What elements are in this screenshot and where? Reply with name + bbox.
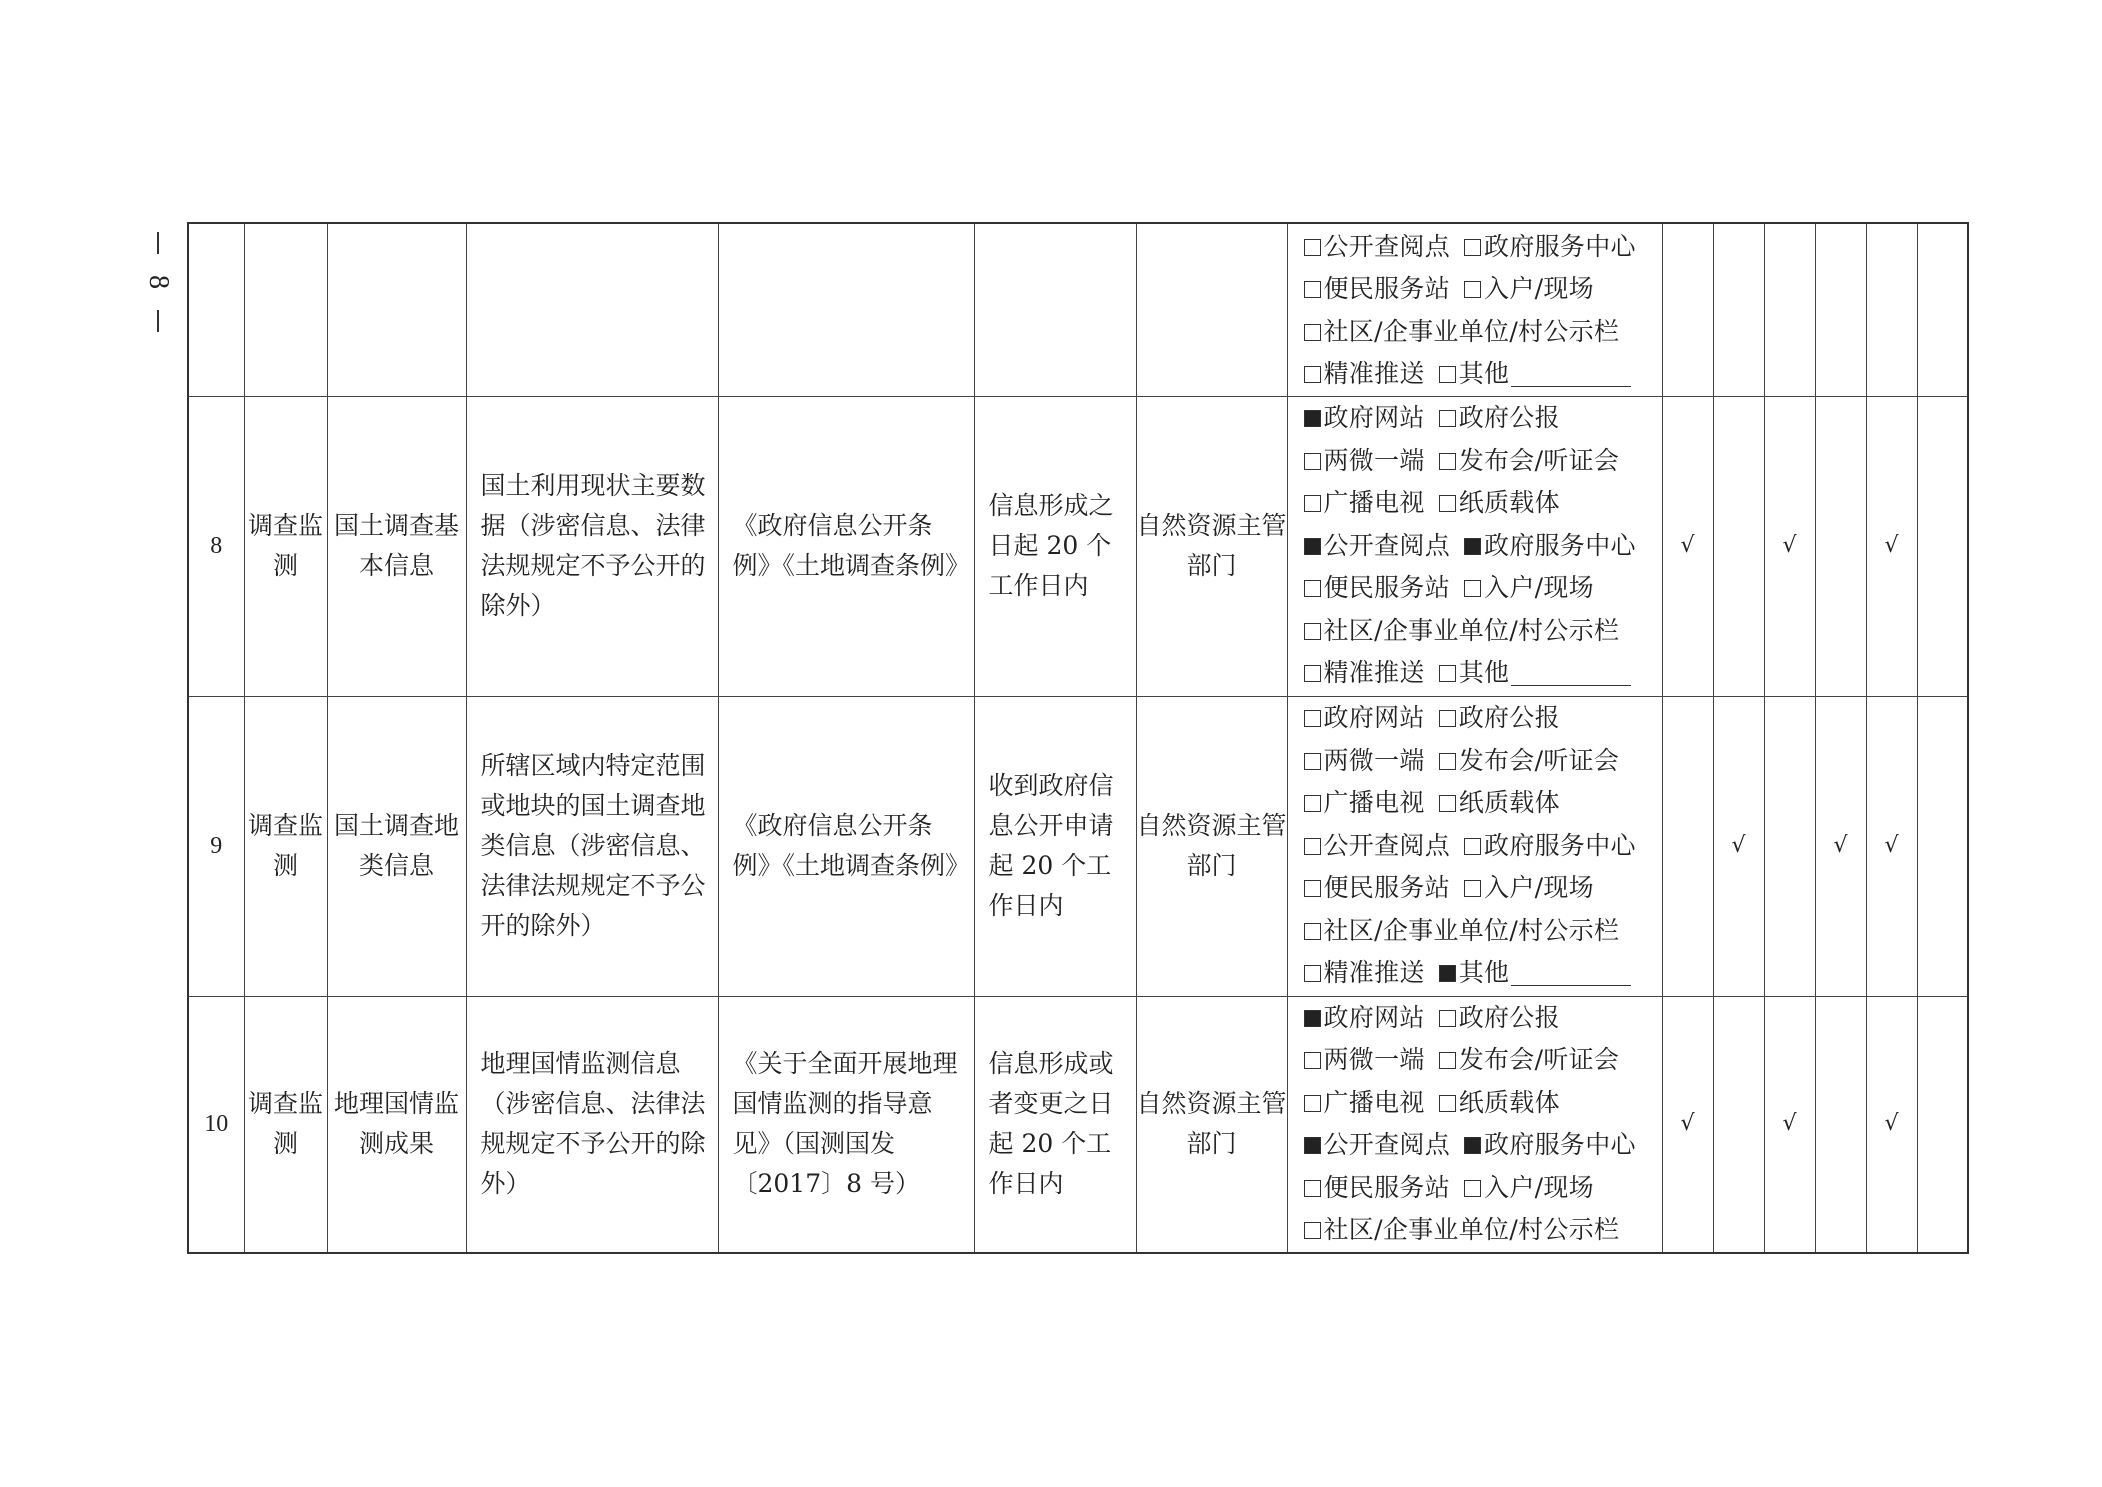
row-number-cell: 8 (188, 396, 244, 696)
channel-line (1304, 867, 1656, 910)
checkmark-cell: √ (1764, 996, 1815, 1253)
unchecked-box-icon (1304, 665, 1321, 682)
unchecked-box-icon (1304, 838, 1321, 855)
checkmark-cell: √ (1815, 696, 1866, 996)
unchecked-box-icon (1304, 1222, 1321, 1239)
page-number (138, 232, 178, 352)
channel-line (1304, 652, 1656, 695)
unchecked-box-icon (1464, 1180, 1481, 1197)
category-cell: 调查监测 (244, 996, 327, 1253)
table-row (188, 996, 1968, 1253)
checkmark-cell (1917, 996, 1968, 1253)
checkmark-cell (1713, 996, 1764, 1253)
category-cell: 调查监测 (244, 696, 327, 996)
unchecked-box-icon (1439, 753, 1456, 770)
channel-label: 精准推送 (1323, 359, 1425, 388)
checked-box-icon (1304, 410, 1321, 427)
unchecked-box-icon (1304, 965, 1321, 982)
checkmark-cell (1764, 223, 1815, 396)
channel-label: 社区/企事业单位/村公示栏 (1323, 1215, 1620, 1245)
unchecked-box-icon (1304, 880, 1321, 897)
unchecked-box-icon (1439, 710, 1456, 727)
unchecked-box-icon (1304, 795, 1321, 812)
unchecked-box-icon (1304, 753, 1321, 770)
basis-cell: 《政府信息公开条例》《土地调查条例》 (718, 696, 974, 996)
unchecked-box-icon (1464, 838, 1481, 855)
channel-line (1304, 1082, 1656, 1125)
basis-cell (718, 223, 974, 396)
table-body (188, 223, 1968, 1253)
department-cell (1136, 223, 1287, 396)
fill-in-blank (1511, 659, 1631, 686)
checkmark-cell (1866, 223, 1917, 396)
checkmark-cell (1917, 696, 1968, 996)
channel-line (1304, 1039, 1656, 1082)
channel-line (1304, 311, 1656, 354)
channel-label: 其他 (1458, 658, 1510, 688)
page-number-dash-bottom (157, 310, 159, 332)
unchecked-box-icon (1439, 366, 1456, 383)
time-limit-cell: 信息形成之日起 20 个工作日内 (974, 396, 1136, 696)
checkmark-cell: √ (1866, 996, 1917, 1253)
channel-label: 便民服务站 (1323, 1172, 1451, 1202)
department-cell: 自然资源主管部门 (1136, 696, 1287, 996)
content-cell (466, 223, 718, 396)
channel-label: 便民服务站 (1323, 873, 1451, 903)
checked-box-icon (1464, 538, 1481, 555)
unchecked-box-icon (1304, 495, 1321, 512)
channel-label: 政府服务中心 (1484, 1130, 1636, 1160)
table-row (188, 696, 1968, 996)
unchecked-box-icon (1304, 1095, 1321, 1112)
time-limit-cell: 收到政府信息公开申请起 20 个工作日内 (974, 696, 1136, 996)
channel-line (1304, 697, 1656, 740)
channel-label: 入户/现场 (1484, 274, 1594, 303)
unchecked-box-icon (1439, 453, 1456, 470)
checked-box-icon (1304, 1137, 1321, 1154)
content-cell: 所辖区域内特定范围或地块的国土调查地类信息（涉密信息、法律法规规定不予公开的除外） (466, 696, 718, 996)
channel-line (1304, 440, 1656, 483)
checkmark-cell (1815, 996, 1866, 1253)
channel-line (1304, 353, 1656, 396)
channel-line (1304, 1167, 1656, 1210)
channel-line (1304, 1209, 1656, 1252)
category-cell: 调查监测 (244, 396, 327, 696)
channels-cell (1287, 996, 1662, 1253)
channel-label: 政府服务中心 (1484, 530, 1636, 560)
channel-line (1304, 567, 1656, 610)
channel-line (1304, 610, 1656, 653)
channel-line (1304, 226, 1656, 269)
channel-line (1304, 525, 1656, 568)
item-cell: 国土调查地类信息 (327, 696, 466, 996)
channel-label: 政府服务中心 (1484, 231, 1636, 261)
channel-label: 政府公报 (1458, 703, 1560, 733)
unchecked-box-icon (1304, 324, 1321, 341)
item-cell: 国土调查基本信息 (327, 396, 466, 696)
checkmark-cell: √ (1764, 396, 1815, 696)
channel-label: 公开查阅点 (1323, 530, 1451, 560)
row-number-cell (188, 223, 244, 396)
channel-label: 广播电视 (1323, 488, 1425, 518)
content-cell: 国土利用现状主要数据（涉密信息、法律法规规定不予公开的除外） (466, 396, 718, 696)
channel-label: 便民服务站 (1323, 274, 1451, 303)
content-cell: 地理国情监测信息（涉密信息、法律法规规定不予公开的除外） (466, 996, 718, 1253)
channel-label: 两微一端 (1323, 745, 1425, 775)
channel-label: 政府网站 (1323, 403, 1425, 433)
checked-box-icon (1304, 538, 1321, 555)
channel-line (1304, 910, 1656, 953)
unchecked-box-icon (1304, 453, 1321, 470)
unchecked-box-icon (1304, 623, 1321, 640)
channel-label: 精准推送 (1323, 658, 1425, 688)
checkmark-cell: √ (1662, 996, 1713, 1253)
checkmark-cell (1815, 223, 1866, 396)
channel-label: 发布会/听证会 (1458, 1045, 1620, 1075)
channel-label: 入户/现场 (1484, 573, 1594, 603)
unchecked-box-icon (1439, 1010, 1456, 1027)
checkmark-cell: √ (1713, 696, 1764, 996)
unchecked-box-icon (1304, 923, 1321, 940)
channels-cell (1287, 223, 1662, 396)
channel-line (1304, 1124, 1656, 1167)
channel-label: 纸质载体 (1458, 488, 1560, 518)
channels-cell (1287, 396, 1662, 696)
checked-box-icon (1439, 965, 1456, 982)
checked-box-icon (1304, 1010, 1321, 1027)
channel-label: 广播电视 (1323, 1087, 1425, 1117)
channel-label: 发布会/听证会 (1458, 745, 1620, 775)
unchecked-box-icon (1464, 880, 1481, 897)
unchecked-box-icon (1464, 281, 1481, 298)
unchecked-box-icon (1439, 1095, 1456, 1112)
channel-line (1304, 482, 1656, 525)
channel-line (1304, 825, 1656, 868)
checkmark-cell (1662, 696, 1713, 996)
channel-label: 政府服务中心 (1484, 830, 1636, 860)
channel-label: 公开查阅点 (1323, 830, 1451, 860)
department-cell: 自然资源主管部门 (1136, 396, 1287, 696)
checkmark-cell (1815, 396, 1866, 696)
channel-label: 其他 (1458, 958, 1510, 988)
fill-in-blank (1511, 959, 1631, 986)
unchecked-box-icon (1439, 795, 1456, 812)
basis-cell: 《政府信息公开条例》《土地调查条例》 (718, 396, 974, 696)
unchecked-box-icon (1439, 495, 1456, 512)
channel-label: 发布会/听证会 (1458, 445, 1620, 475)
item-cell: 地理国情监测成果 (327, 996, 466, 1253)
channel-label: 入户/现场 (1484, 1172, 1594, 1202)
checkmark-cell: √ (1662, 396, 1713, 696)
channel-label: 公开查阅点 (1323, 231, 1451, 261)
unchecked-box-icon (1304, 366, 1321, 383)
unchecked-box-icon (1439, 1052, 1456, 1069)
channel-label: 政府公报 (1458, 1002, 1560, 1032)
unchecked-box-icon (1304, 1180, 1321, 1197)
channel-label: 政府网站 (1323, 1002, 1425, 1032)
channel-label: 其他 (1458, 359, 1510, 388)
fill-in-blank (1511, 360, 1631, 387)
category-cell (244, 223, 327, 396)
channel-line (1304, 397, 1656, 440)
disclosure-table (187, 222, 1969, 1254)
item-cell (327, 223, 466, 396)
time-limit-cell (974, 223, 1136, 396)
channels-cell (1287, 696, 1662, 996)
channel-label: 广播电视 (1323, 788, 1425, 818)
time-limit-cell: 信息形成或者变更之日起 20 个工作日内 (974, 996, 1136, 1253)
page-number-dash-top (157, 232, 159, 254)
unchecked-box-icon (1304, 281, 1321, 298)
table-row (188, 223, 1968, 396)
channel-label: 政府公报 (1458, 403, 1560, 433)
checkmark-cell: √ (1866, 696, 1917, 996)
checkmark-cell (1764, 696, 1815, 996)
basis-cell: 《关于全面开展地理国情监测的指导意见》（国测国发〔2017〕8 号） (718, 996, 974, 1253)
page-number-text: 8 (143, 275, 174, 289)
unchecked-box-icon (1464, 580, 1481, 597)
checkmark-cell (1662, 223, 1713, 396)
channel-label: 社区/企事业单位/村公示栏 (1323, 615, 1620, 645)
unchecked-box-icon (1304, 580, 1321, 597)
channel-line (1304, 740, 1656, 783)
unchecked-box-icon (1304, 239, 1321, 256)
unchecked-box-icon (1304, 710, 1321, 727)
checkmark-cell (1917, 223, 1968, 396)
department-cell: 自然资源主管部门 (1136, 996, 1287, 1253)
checkmark-cell: √ (1866, 396, 1917, 696)
channel-label: 纸质载体 (1458, 788, 1560, 818)
channel-line (1304, 268, 1656, 311)
unchecked-box-icon (1304, 1052, 1321, 1069)
unchecked-box-icon (1464, 239, 1481, 256)
channel-label: 社区/企事业单位/村公示栏 (1323, 316, 1620, 346)
channel-label: 两微一端 (1323, 1045, 1425, 1075)
row-number-cell: 10 (188, 996, 244, 1253)
channel-label: 政府网站 (1323, 703, 1425, 733)
checkmark-cell (1713, 223, 1764, 396)
table-row (188, 396, 1968, 696)
row-number-cell: 9 (188, 696, 244, 996)
channel-label: 便民服务站 (1323, 573, 1451, 603)
channel-line (1304, 782, 1656, 825)
channel-label: 公开查阅点 (1323, 1130, 1451, 1160)
channel-line (1304, 952, 1656, 995)
checked-box-icon (1464, 1137, 1481, 1154)
channel-label: 入户/现场 (1484, 873, 1594, 903)
checkmark-cell (1917, 396, 1968, 696)
channel-label: 精准推送 (1323, 958, 1425, 988)
checkmark-cell (1713, 396, 1764, 696)
channel-label: 两微一端 (1323, 445, 1425, 475)
channel-label: 纸质载体 (1458, 1087, 1560, 1117)
unchecked-box-icon (1439, 410, 1456, 427)
channel-label: 社区/企事业单位/村公示栏 (1323, 915, 1620, 945)
unchecked-box-icon (1439, 665, 1456, 682)
channel-line (1304, 997, 1656, 1040)
